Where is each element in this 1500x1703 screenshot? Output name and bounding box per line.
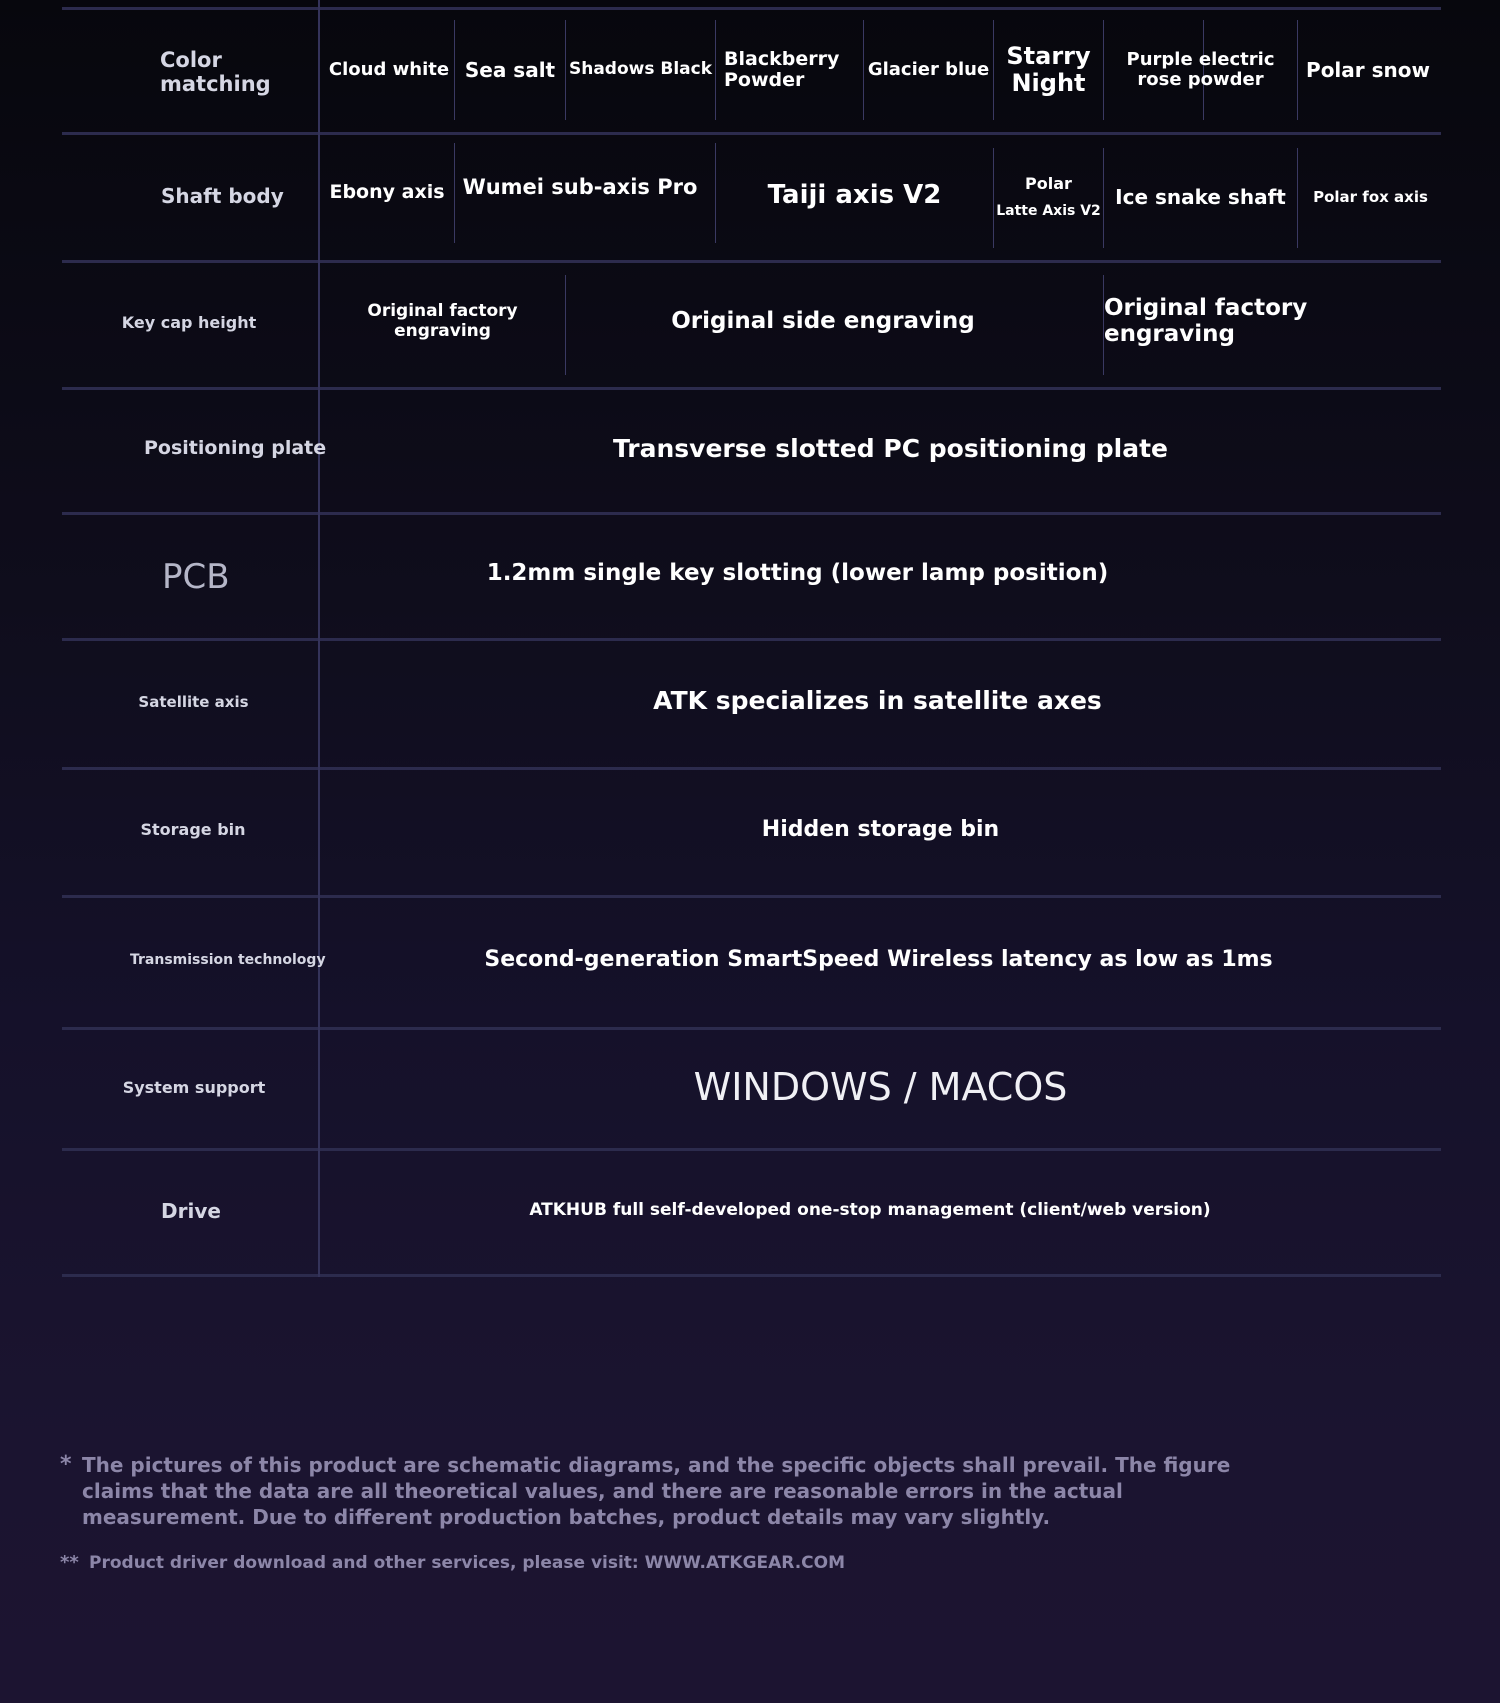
system-support-value: WINDOWS / MACOS — [693, 1065, 1068, 1110]
color-cell: Blackberry Powder — [724, 47, 840, 91]
shaft-cell: Wumei sub-axis Pro — [462, 174, 698, 199]
row-label-positioning-plate: Positioning plate — [144, 437, 327, 460]
footnote-disclaimer: The pictures of this product are schematic diagrams, and the specific objects shall prevail. The figure claims that the data are all theoretical values, and there are reasonable errors in the actual measurement. Due to different production batches, product details may vary slightly. — [82, 1453, 1231, 1529]
row-label-key-cap-height: Key cap height — [121, 313, 257, 333]
satellite-axis-value: ATK specializes in satellite axes — [653, 686, 1102, 715]
footnote-driver-download: Product driver download and other services, please visit: WWW.ATKGEAR.COM — [89, 1553, 846, 1573]
shaft-cell: Latte Axis V2 — [996, 203, 1101, 220]
color-cell: Polar snow — [1306, 57, 1430, 82]
row-label-pcb: PCB — [162, 557, 230, 598]
color-cell: Sea salt — [464, 57, 556, 82]
footnote-marker: * — [60, 1452, 72, 1477]
shaft-cell: Ebony axis — [329, 180, 445, 203]
color-cell: Starry Night — [1006, 42, 1091, 97]
row-label-transmission-technology: Transmission technology — [130, 951, 326, 968]
keycap-cell: Original factory engraving — [367, 301, 518, 341]
shaft-cell: Ice snake shaft — [1115, 185, 1286, 210]
row-label-color-matching: Color matching — [160, 47, 271, 96]
shaft-cell: Polar — [1025, 174, 1072, 194]
shaft-cell: Taiji axis V2 — [767, 179, 942, 210]
keycap-cell: Original side engraving — [671, 307, 975, 334]
positioning-plate-value: Transverse slotted PC positioning plate — [613, 434, 1168, 463]
row-label-drive: Drive — [161, 1198, 221, 1223]
row-label-satellite-axis: Satellite axis — [138, 692, 249, 711]
row-divider — [62, 7, 1441, 10]
pcb-value: 1.2mm single key slotting (lower lamp position) — [486, 560, 1109, 587]
shaft-cell: Polar fox axis — [1313, 188, 1428, 207]
row-label-shaft-body: Shaft body — [161, 183, 284, 208]
color-cell: Purple electric rose powder — [1126, 48, 1275, 90]
transmission-value: Second-generation SmartSpeed Wireless latency as low as 1ms — [484, 947, 1273, 973]
row-label-storage-bin: Storage bin — [140, 820, 246, 840]
footnote-marker: ** — [60, 1552, 79, 1573]
storage-bin-value: Hidden storage bin — [761, 816, 1000, 842]
keycap-cell: Original factory engraving — [1104, 294, 1308, 347]
color-cell: Glacier blue — [867, 58, 990, 80]
drive-value: ATKHUB full self-developed one-stop management (client/web version) — [529, 1200, 1211, 1221]
color-cell: Shadows Black — [568, 59, 713, 80]
color-cell: Cloud white — [328, 58, 450, 80]
row-label-system-support: System support — [122, 1077, 266, 1097]
row-divider — [62, 1274, 1441, 1277]
cell-divider — [715, 20, 716, 120]
